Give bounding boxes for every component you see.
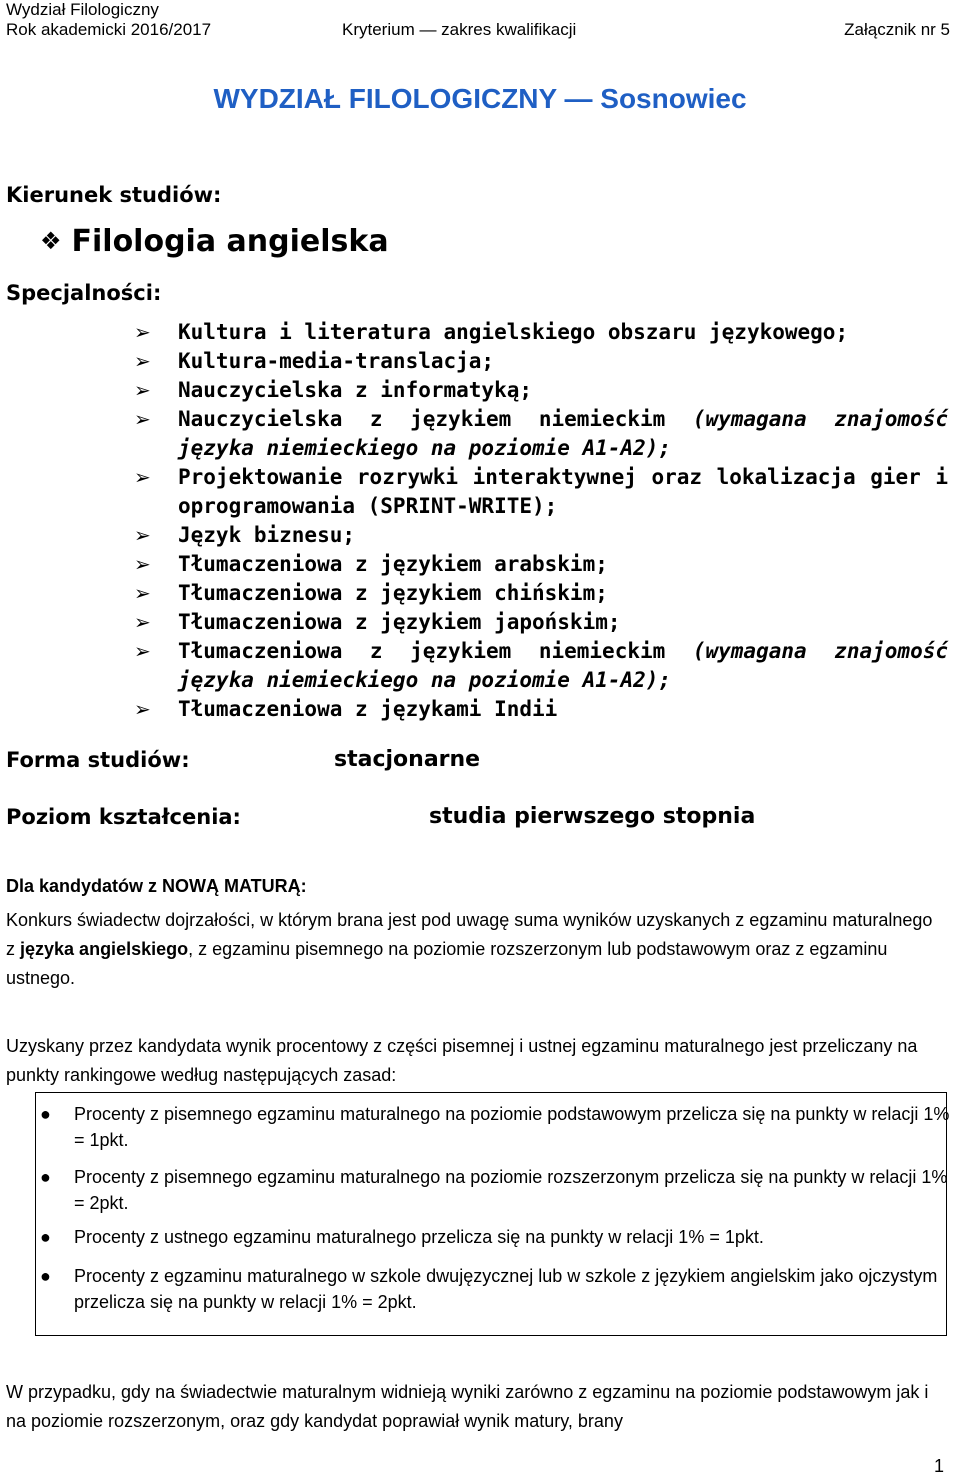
list-item: ➢ Tłumaczeniowa z językiem arabskim; [134, 550, 948, 579]
poziom-value: studia pierwszego stopnia [429, 804, 756, 829]
list-item: ● Procenty z pisemnego egzaminu maturalnego na poziomie rozszerzonym przelicza się na punkty w relacji 1% = 2pkt. [36, 1164, 954, 1216]
bullet-icon: ● [40, 1167, 51, 1187]
list-item: ➢ Projektowanie rozrywki interaktywnej oraz lokalizacja gier i oprogramowania (SPRINT-WRITE); [134, 465, 948, 518]
arrow-bullet-icon: ➢ [134, 407, 151, 431]
faculty-title-main: WYDZIAŁ FILOLOGICZNY [213, 83, 557, 114]
bullet-icon: ● [40, 1227, 51, 1247]
section-heading: Dla kandydatów z NOWĄ MATURĄ: [6, 876, 307, 896]
arrow-bullet-icon: ➢ [134, 465, 151, 489]
conversion-rules-box [35, 1092, 950, 1336]
arrow-bullet-icon: ➢ [134, 639, 151, 663]
bullet-icon: ● [40, 1104, 51, 1124]
list-item: ➢ Tłumaczeniowa z językiem chińskim; [134, 579, 948, 608]
list-item: ● Procenty z pisemnego egzaminu maturalnego na poziomie podstawowym przelicza się na punkty w relacji 1% = 1pkt. [36, 1101, 954, 1153]
header-criterion: Kryterium — zakres kwalifikacji [342, 20, 577, 39]
arrow-bullet-icon: ➢ [134, 320, 151, 344]
arrow-bullet-icon: ➢ [134, 349, 151, 373]
list-item: ➢ Tłumaczeniowa z językiem japońskim; [134, 608, 948, 637]
arrow-bullet-icon: ➢ [134, 378, 151, 402]
list-item: ➢ Kultura i literatura angielskiego obszaru językowego; [134, 318, 948, 347]
major-name-row [40, 224, 389, 259]
page-number: 1 [933, 1456, 944, 1476]
forma-label: Forma studiów: [6, 748, 190, 772]
specjalnosci-label: Specjalności: [6, 281, 162, 305]
arrow-bullet-icon: ➢ [134, 610, 151, 634]
list-item: ➢ Tłumaczeniowa z językami Indii [134, 695, 948, 724]
poziom-label: Poziom kształcenia: [6, 805, 241, 829]
list-item: ● Procenty z egzaminu maturalnego w szkole dwujęzycznej lub w szkole z językiem angielskim jako ojczystym przelicza się na punkty w relacji 1% = 2pkt. [36, 1263, 954, 1315]
header-annex: Załącznik nr 5 [844, 20, 950, 39]
bullet-icon: ● [40, 1266, 51, 1286]
header-faculty: Wydział Filologiczny [6, 0, 159, 19]
list-item: ➢ Język biznesu; [134, 521, 948, 550]
diamond-bullet-icon: ❖ [40, 227, 62, 255]
paragraph-conversion: Uzyskany przez kandydata wynik procentowy z części pisemnej i ustnej egzaminu maturalnego jest przeliczany na punkty rankingowe według następujących zasad: [6, 1036, 918, 1085]
paragraph-bold-subject: języka angielskiego [20, 939, 189, 959]
paragraph-retake: W przypadku, gdy na świadectwie maturalnym widnieją wyniki zarówno z egzaminu na poziomie podstawowym jak i na poziomie rozszerzonym, oraz gdy kandydat poprawiał wynik matury, brany [6, 1382, 929, 1431]
list-item: ➢ Tłumaczeniowa z językiem niemieckim (wymagana znajomość języka niemieckiego na poziomie A1-A2); [134, 639, 948, 692]
arrow-bullet-icon: ➢ [134, 697, 151, 721]
list-item: ➢ Kultura-media-translacja; [134, 347, 948, 376]
faculty-title [0, 83, 960, 115]
list-item: ● Procenty z ustnego egzaminu maturalnego przelicza się na punkty w relacji 1% = 1pkt. [36, 1224, 954, 1250]
list-item: ➢ Nauczycielska z językiem niemieckim (wymagana znajomość języka niemieckiego na poziomie A1-A2); [134, 407, 948, 460]
forma-value: stacjonarne [334, 747, 481, 772]
arrow-bullet-icon: ➢ [134, 523, 151, 547]
faculty-title-dash: — [564, 83, 593, 114]
header-academic-year: Rok akademicki 2016/2017 [6, 20, 212, 39]
faculty-title-city: Sosnowiec [600, 83, 747, 114]
specializations-list [134, 318, 948, 724]
kierunek-label: Kierunek studiów: [6, 183, 222, 207]
arrow-bullet-icon: ➢ [134, 581, 151, 605]
arrow-bullet-icon: ➢ [134, 552, 151, 576]
major-name: Filologia angielska [71, 224, 389, 259]
list-item: ➢ Nauczycielska z informatyką; [134, 376, 948, 405]
paragraph-competition: Konkurs świadectw dojrzałości, w którym brana jest pod uwagę suma wyników uzyskanych z egzaminu maturalnego z języka angielskiego, z egzaminu pisemnego na poziomie rozszerzonym lub podstawowym oraz z egzaminu ustnego. [6, 910, 933, 988]
